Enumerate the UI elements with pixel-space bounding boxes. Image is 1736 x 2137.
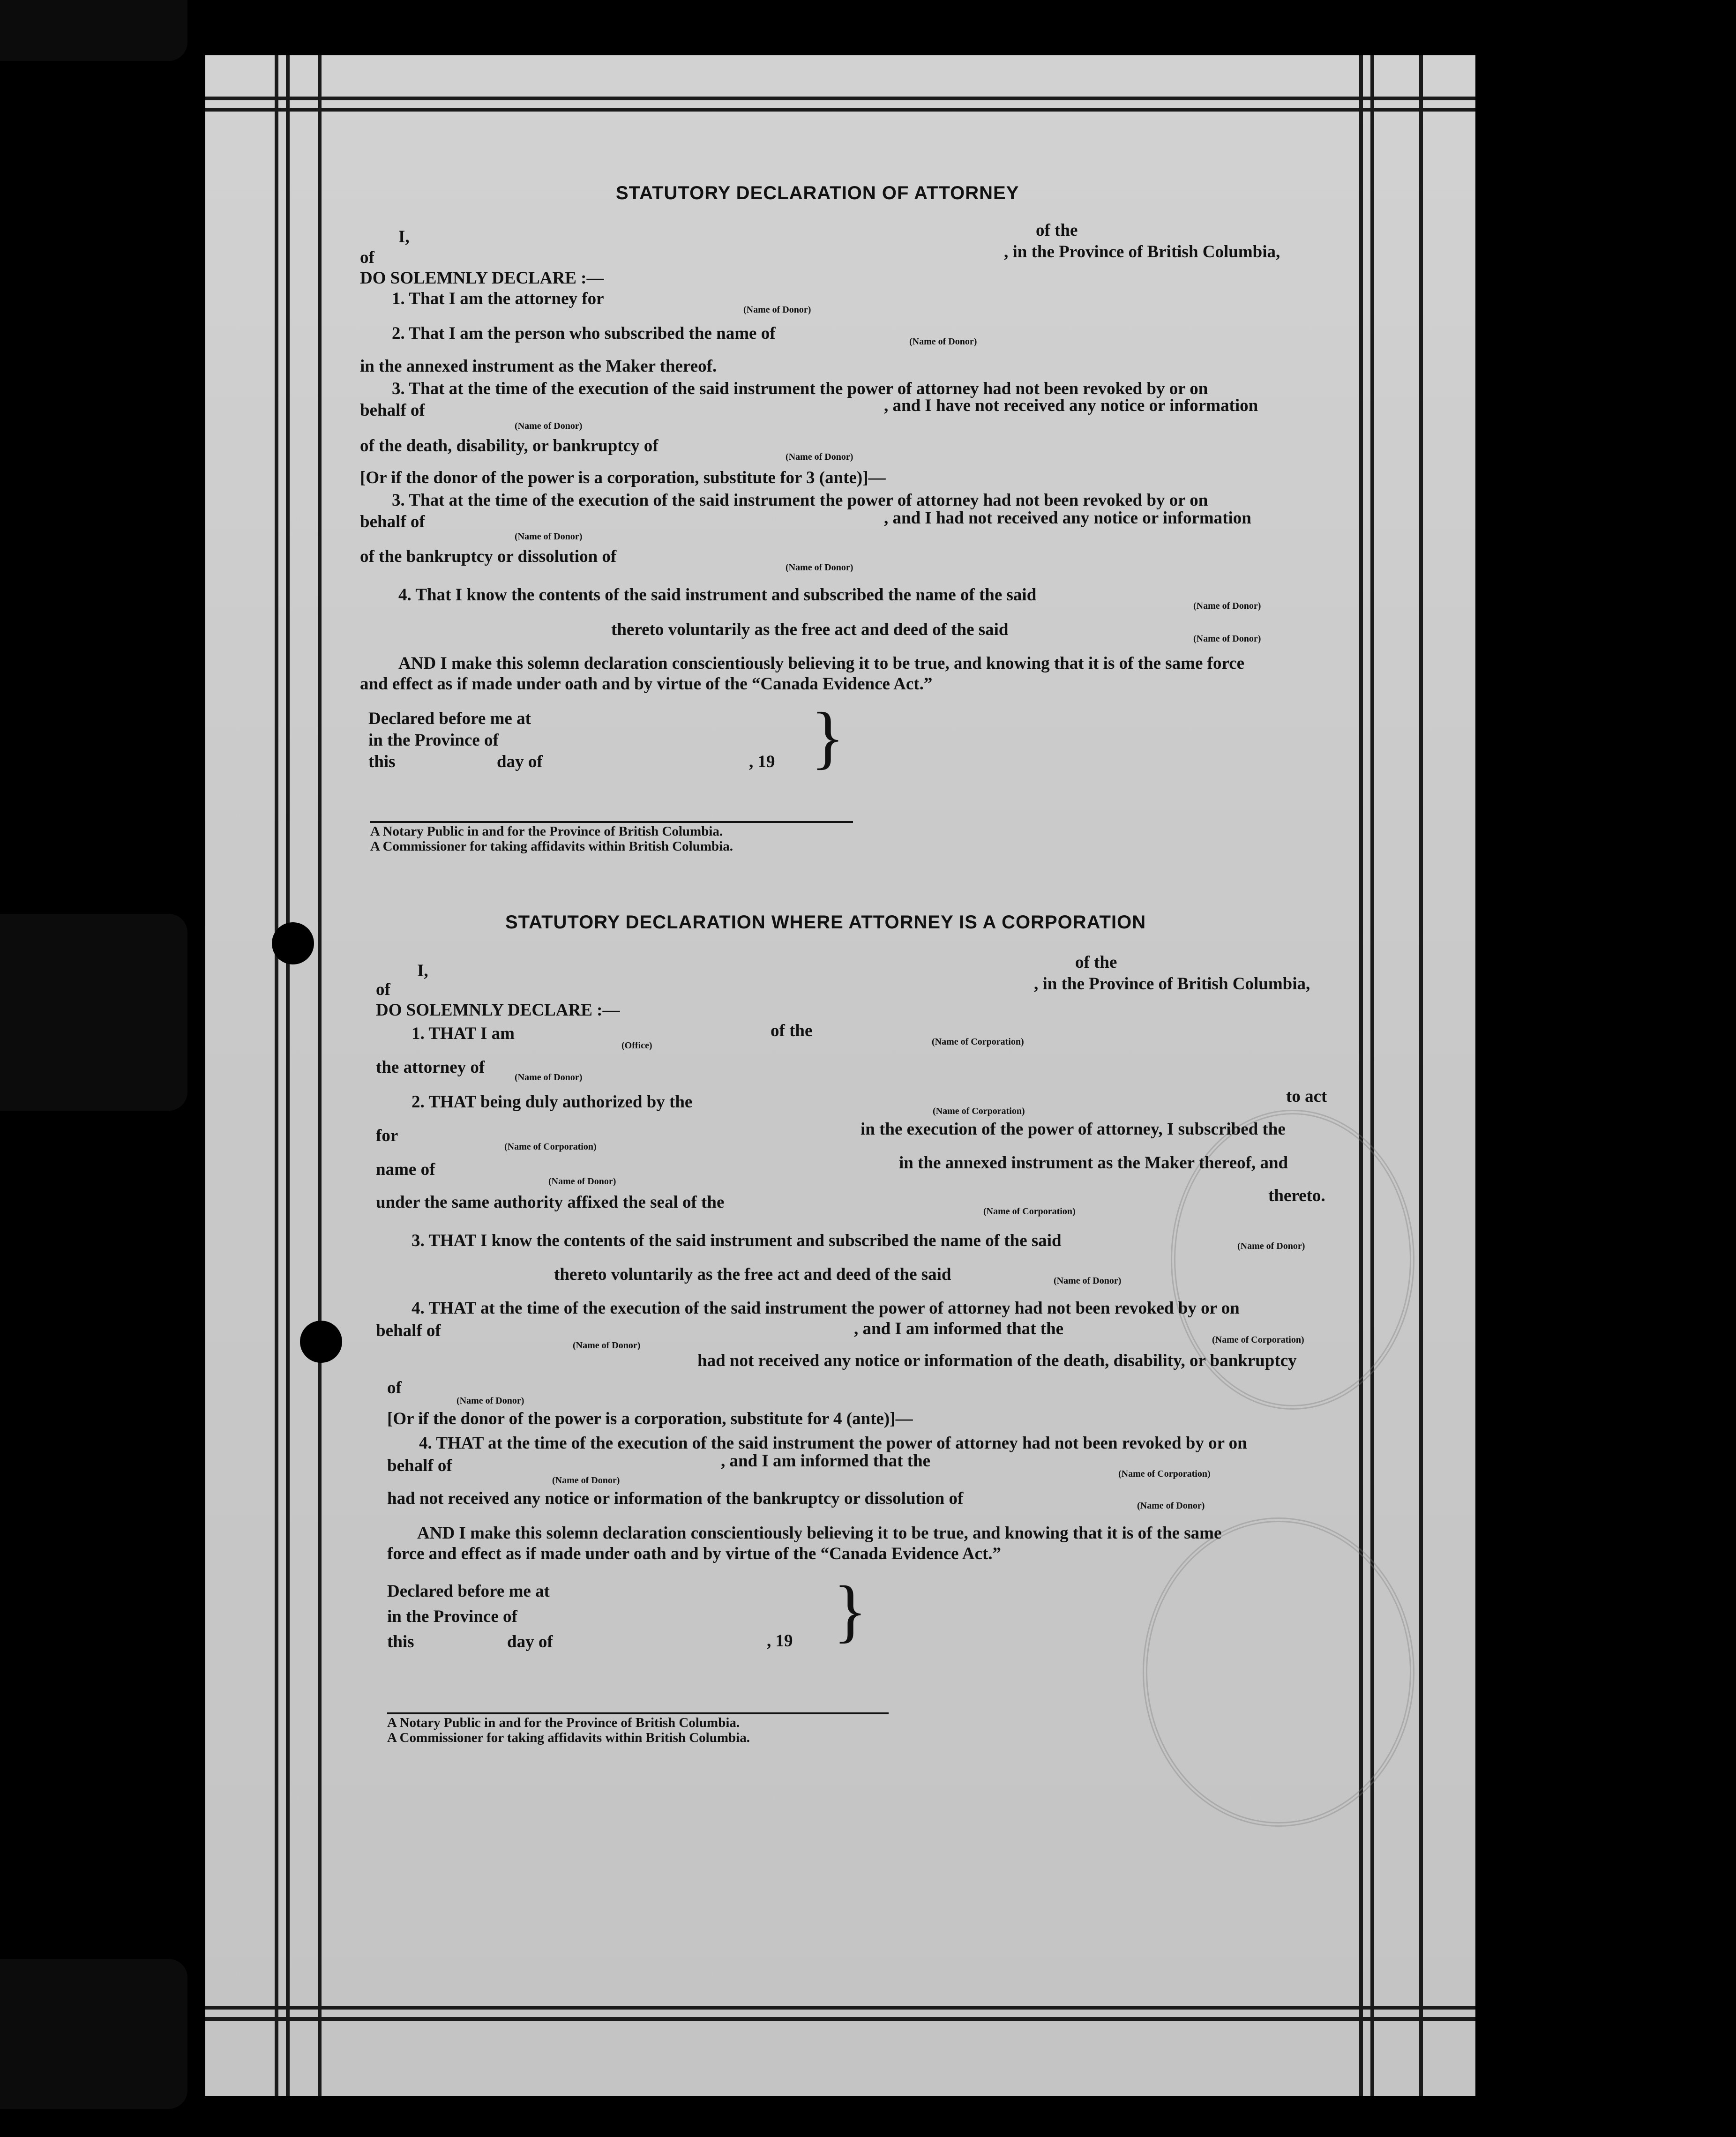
s2-item1-c: the attorney of — [376, 1058, 485, 1077]
s2-caption-donor-4alt-c: (Name of Donor) — [1137, 1501, 1205, 1511]
s2-declared-province: in the Province of — [387, 1607, 517, 1626]
film-edge-middle — [0, 914, 187, 1111]
punch-hole-lower — [300, 1321, 342, 1363]
s2-caption-donor-3a: (Name of Donor) — [1237, 1241, 1305, 1251]
s2-notary: A Notary Public in and for the Province of British Columbia. — [387, 1715, 740, 1730]
s2-item4-informed: , and I am informed that the — [854, 1319, 1064, 1338]
s1-solemnly-declare: DO SOLEMNLY DECLARE :— — [360, 269, 604, 288]
s2-item1-b: of the — [771, 1021, 813, 1040]
s1-declared-this: this — [368, 752, 396, 771]
s2-brace: } — [833, 1572, 867, 1650]
s2-item4alt-behalf: behalf of — [387, 1456, 452, 1475]
s2-of-the: of the — [1075, 953, 1117, 972]
s2-declared-this: this — [387, 1632, 414, 1651]
embossed-seal-lower — [1143, 1517, 1414, 1827]
s1-declared-day-of: day of — [497, 752, 543, 771]
s2-caption-donor-4c: (Name of Donor) — [456, 1396, 524, 1406]
s2-item2-execution: in the execution of the power of attorney, I subscribed the — [861, 1120, 1286, 1139]
s2-signature-line — [387, 1712, 889, 1714]
s2-and-line2: force and effect as if made under oath and by virtue of the “Canada Evidence Act.” — [387, 1544, 1002, 1563]
section2-title: STATUTORY DECLARATION WHERE ATTORNEY IS A CORPORATION — [505, 912, 1146, 933]
s1-declared-year: , 19 — [749, 752, 775, 771]
s2-solemnly-declare: DO SOLEMNLY DECLARE :— — [376, 1001, 620, 1020]
s1-of: of — [360, 248, 374, 267]
s2-caption-donor-4alt-a: (Name of Donor) — [552, 1475, 620, 1486]
s1-signature-line — [370, 821, 853, 823]
s2-declared-at: Declared before me at — [387, 1582, 550, 1601]
s1-item3-death: of the death, disability, or bankruptcy of — [360, 436, 658, 456]
s2-caption-donor-4a: (Name of Donor) — [573, 1340, 641, 1351]
s2-caption-corp-1: (Name of Corporation) — [932, 1037, 1024, 1047]
s2-of: of — [376, 980, 390, 999]
s2-commissioner: A Commissioner for taking affidavits within British Columbia. — [387, 1730, 750, 1745]
s2-item2-seal: under the same authority affixed the seal of the — [376, 1193, 725, 1212]
s2-item4-notice: had not received any notice or information of the death, disability, or bankruptcy — [697, 1351, 1297, 1370]
s1-item4-line2: thereto voluntarily as the free act and deed of the said — [611, 620, 1009, 639]
s2-caption-donor-1: (Name of Donor) — [515, 1072, 583, 1083]
border-left-2 — [286, 55, 290, 2096]
s1-item3alt-behalf: behalf of — [360, 512, 425, 531]
s1-declared-province: in the Province of — [368, 731, 499, 750]
s1-notary: A Notary Public in and for the Province of British Columbia. — [370, 824, 723, 839]
s1-caption-donor-1: (Name of Donor) — [743, 305, 811, 315]
s1-item3-line1: 3. That at the time of the execution of the said instrument the power of attorney had not been revoked by or on — [392, 379, 1208, 398]
s2-item4-behalf: behalf of — [376, 1321, 441, 1340]
border-left-1 — [275, 55, 278, 2096]
s1-and-line1: AND I make this solemn declaration conscientiously believing it to be true, and knowing that it is of the same force — [398, 654, 1245, 673]
s1-caption-donor-3alt-b: (Name of Donor) — [786, 562, 853, 573]
s1-brace: } — [811, 698, 845, 776]
border-right-2 — [1370, 55, 1374, 2096]
s2-declared-day-of: day of — [507, 1632, 553, 1651]
s2-caption-donor-2c: (Name of Donor) — [548, 1176, 616, 1187]
s1-caption-donor-3a: (Name of Donor) — [515, 421, 583, 431]
s2-item4alt-a: 4. THAT at the time of the execution of the said instrument the power of attorney had not been revoked by or on — [419, 1434, 1247, 1453]
s2-province: , in the Province of British Columbia, — [1034, 974, 1310, 994]
s2-item4alt-informed: , and I am informed that the — [721, 1451, 931, 1471]
s1-item3-notice: , and I have not received any notice or information — [884, 396, 1258, 415]
s2-caption-corp-4b: (Name of Corporation) — [1212, 1335, 1304, 1345]
s2-and-line1: AND I make this solemn declaration conscientiously believing it to be true, and knowing that it is of the same — [417, 1524, 1222, 1543]
punch-hole-upper — [272, 922, 314, 964]
s2-item2-to-act: to act — [1286, 1087, 1327, 1106]
border-bottom-1 — [205, 2006, 1475, 2010]
s1-caption-donor-4a: (Name of Donor) — [1193, 601, 1261, 611]
s2-item3-b: thereto voluntarily as the free act and deed of the said — [554, 1265, 951, 1284]
s1-i: I, — [398, 227, 410, 247]
s1-item3alt-line1: 3. That at the time of the execution of the said instrument the power of attorney had not been revoked by or on — [392, 491, 1208, 510]
s1-declared-at: Declared before me at — [368, 709, 531, 728]
s2-item4-a: 4. THAT at the time of the execution of the said instrument the power of attorney had not been revoked by or on — [412, 1299, 1240, 1318]
s1-commissioner: A Commissioner for taking affidavits within British Columbia. — [370, 839, 733, 854]
s1-item2: 2. That I am the person who subscribed the name of — [392, 324, 776, 343]
s1-of-the: of the — [1036, 221, 1078, 240]
s2-caption-corp-2a: (Name of Corporation) — [933, 1106, 1025, 1116]
s2-item2-thereto: thereto. — [1268, 1186, 1325, 1205]
s1-item1: 1. That I am the attorney for — [392, 289, 604, 308]
s2-i: I, — [417, 961, 428, 980]
border-top-2 — [205, 108, 1475, 112]
section1-title: STATUTORY DECLARATION OF ATTORNEY — [616, 183, 1019, 203]
film-edge-bottom — [0, 1959, 187, 2109]
s1-caption-donor-3b: (Name of Donor) — [786, 452, 853, 462]
border-right-3 — [1419, 55, 1423, 2096]
s2-item4alt-dissolution: had not received any notice or information of the bankruptcy or dissolution of — [387, 1489, 964, 1508]
document-page — [205, 55, 1475, 2096]
s2-caption-corp-4alt-b: (Name of Corporation) — [1118, 1469, 1211, 1479]
s2-item4-of: of — [387, 1378, 402, 1397]
s1-item3alt-notice: , and I had not received any notice or information — [884, 508, 1251, 528]
s2-caption-office: (Office) — [621, 1040, 652, 1051]
s1-province: , in the Province of British Columbia, — [1004, 242, 1280, 262]
s1-item2-cont: in the annexed instrument as the Maker thereof. — [360, 357, 717, 376]
s1-item4-line1: 4. That I know the contents of the said instrument and subscribed the name of the said — [398, 585, 1037, 605]
s2-item2-maker: in the annexed instrument as the Maker thereof, and — [899, 1153, 1288, 1173]
s1-and-line2: and effect as if made under oath and by virtue of the “Canada Evidence Act.” — [360, 674, 933, 694]
s2-caption-corp-2d: (Name of Corporation) — [983, 1206, 1076, 1217]
film-edge-top — [0, 0, 187, 61]
s2-item3-a: 3. THAT I know the contents of the said instrument and subscribed the name of the said — [412, 1231, 1062, 1250]
s2-declared-year: , 19 — [767, 1631, 793, 1651]
border-bottom-2 — [205, 2017, 1475, 2021]
border-top-1 — [205, 97, 1475, 100]
s1-caption-donor-4b: (Name of Donor) — [1193, 634, 1261, 644]
s1-item3-behalf: behalf of — [360, 401, 425, 420]
s2-corporation-note: [Or if the donor of the power is a corporation, substitute for 4 (ante)]— — [387, 1409, 913, 1428]
s2-item2-name-of: name of — [376, 1160, 435, 1179]
s1-caption-donor-3alt-a: (Name of Donor) — [515, 531, 583, 542]
s2-item1-a: 1. THAT I am — [412, 1024, 515, 1043]
s2-caption-corp-2b: (Name of Corporation) — [504, 1142, 597, 1152]
s1-caption-donor-2: (Name of Donor) — [909, 336, 977, 347]
s1-corporation-note: [Or if the donor of the power is a corporation, substitute for 3 (ante)]— — [360, 468, 886, 487]
s2-caption-donor-3b: (Name of Donor) — [1054, 1276, 1122, 1286]
s2-item2-a: 2. THAT being duly authorized by the — [412, 1092, 693, 1112]
s1-item3alt-dissolution: of the bankruptcy or dissolution of — [360, 547, 617, 566]
border-left-3 — [318, 55, 322, 2096]
s2-item2-for: for — [376, 1126, 398, 1145]
